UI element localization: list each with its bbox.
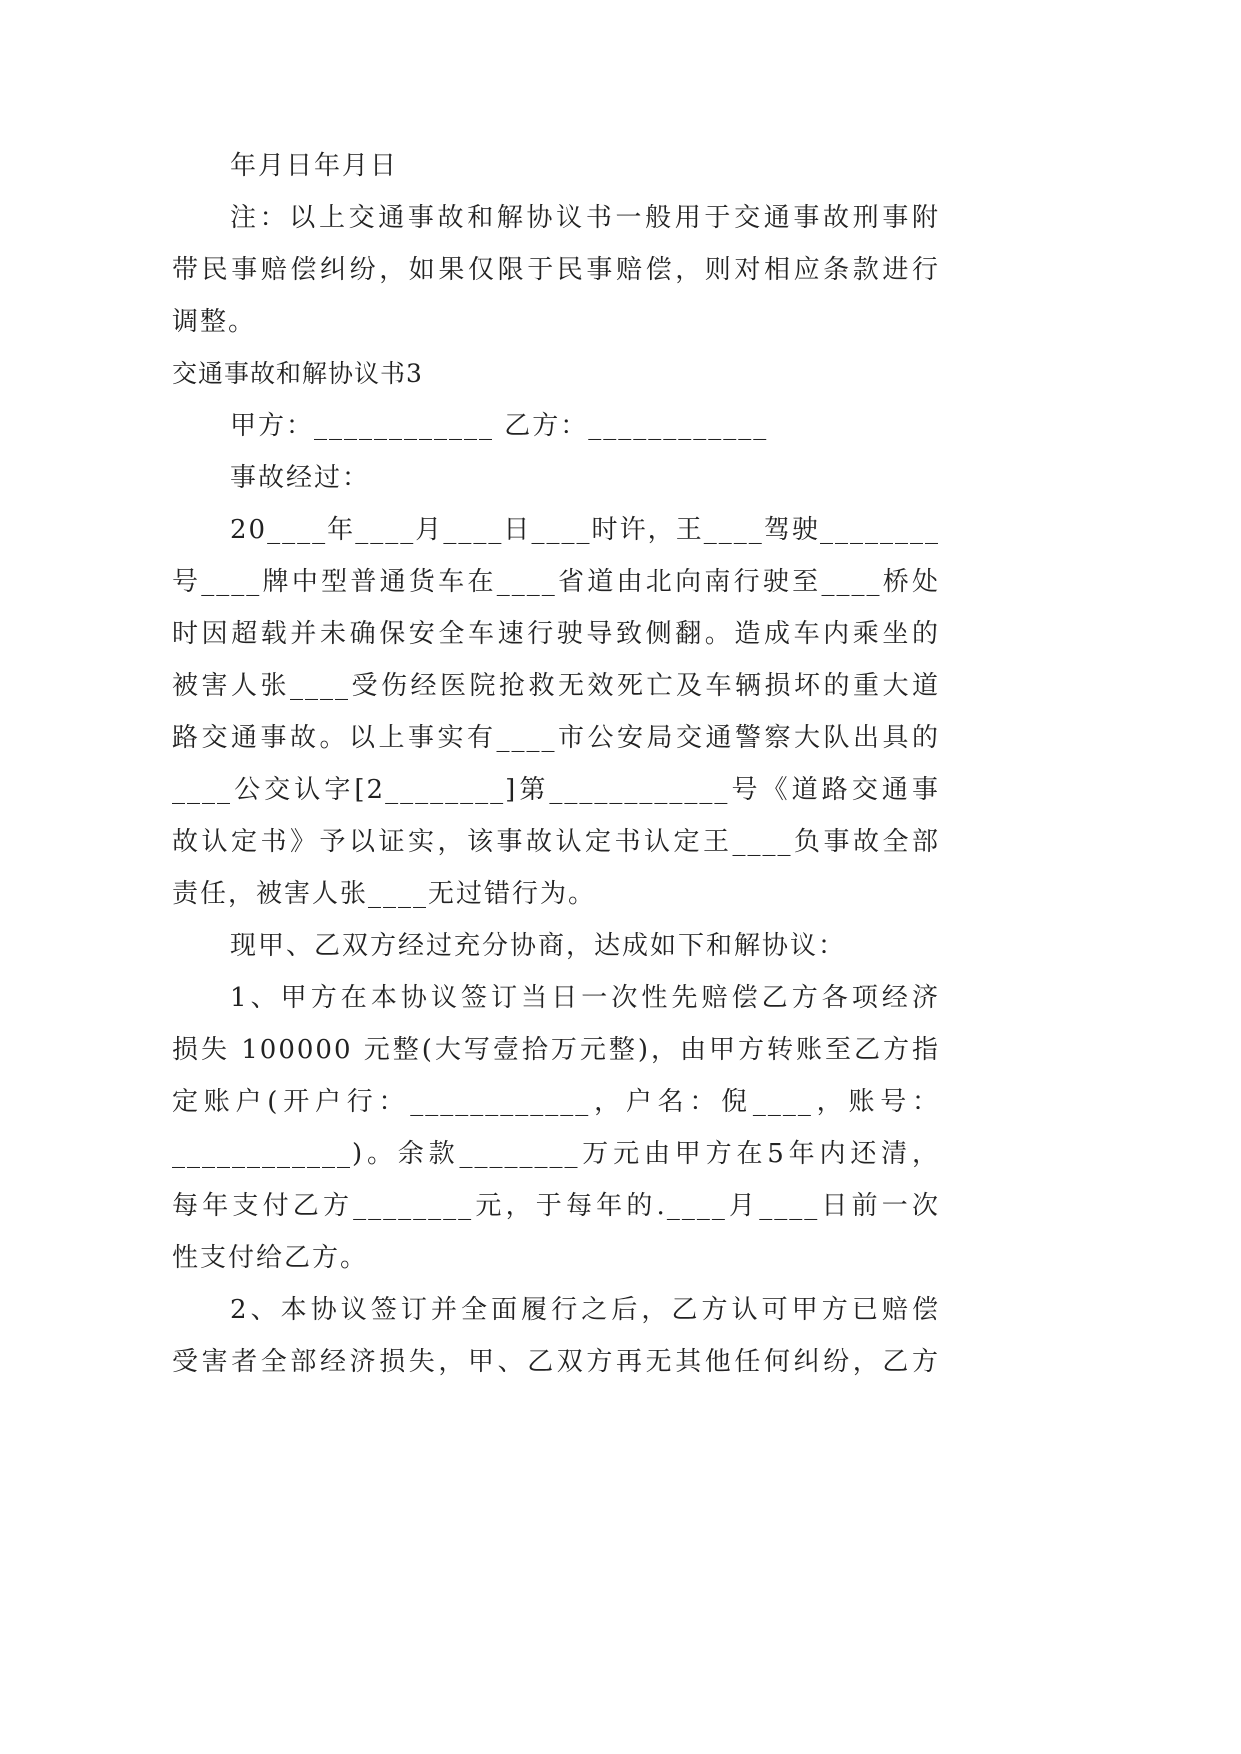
text-line: 2、本协议签订并全面履行之后，乙方认可甲方已赔偿 xyxy=(230,1295,940,1325)
text-line: 现甲、乙双方经过充分协商，达成如下和解协议： xyxy=(230,931,847,961)
text-line: 1、甲方在本协议签订当日一次性先赔偿乙方各项经济 xyxy=(230,983,940,1013)
text-line: 20____年____月____日____时许，王____驾驶________ xyxy=(230,515,940,545)
document-body xyxy=(172,140,940,1388)
text-line: 受害者全部经济损失，甲、乙双方再无其他任何纠纷，乙方 xyxy=(172,1347,940,1377)
text-line: 责任，被害人张____无过错行为。 xyxy=(172,879,597,909)
section-title: 交通事故和解协议书3 xyxy=(172,359,423,388)
text-line: 故认定书》予以证实，该事故认定书认定王____负事故全部 xyxy=(172,827,940,857)
text-line: 注：以上交通事故和解协议书一般用于交通事故刑事附 xyxy=(230,203,940,233)
text-line: 被害人张____受伤经医院抢救无效死亡及车辆损坏的重大道 xyxy=(172,671,940,701)
text-line: ____公交认字[2________]第____________号《道路交通事 xyxy=(172,775,940,805)
text-line: 每年支付乙方________元，于每年的.____月____日前一次 xyxy=(172,1191,940,1221)
text-line: 损失 100000 元整(大写壹拾万元整)，由甲方转账至乙方指 xyxy=(172,1035,940,1065)
text-line: 定账户(开户行：____________，户名：倪____，账号： xyxy=(172,1087,940,1117)
text-line: ____________)。余款________万元由甲方在5年内还清， xyxy=(172,1139,940,1169)
text-line: 调整。 xyxy=(172,307,257,337)
text-line: 号____牌中型普通货车在____省道由北向南行驶至____桥处 xyxy=(172,567,940,597)
text-line: 年月日年月日 xyxy=(230,151,399,181)
text-line: 路交通事故。以上事实有____市公安局交通警察大队出具的 xyxy=(172,723,940,753)
text-line: 甲方：____________ 乙方：____________ xyxy=(230,411,769,441)
text-line: 事故经过： xyxy=(230,463,371,493)
text-line: 带民事赔偿纠纷，如果仅限于民事赔偿，则对相应条款进行 xyxy=(172,255,940,285)
text-line: 时因超载并未确保安全车速行驶导致侧翻。造成车内乘坐的 xyxy=(172,619,940,649)
text-line: 性支付给乙方。 xyxy=(172,1243,369,1273)
